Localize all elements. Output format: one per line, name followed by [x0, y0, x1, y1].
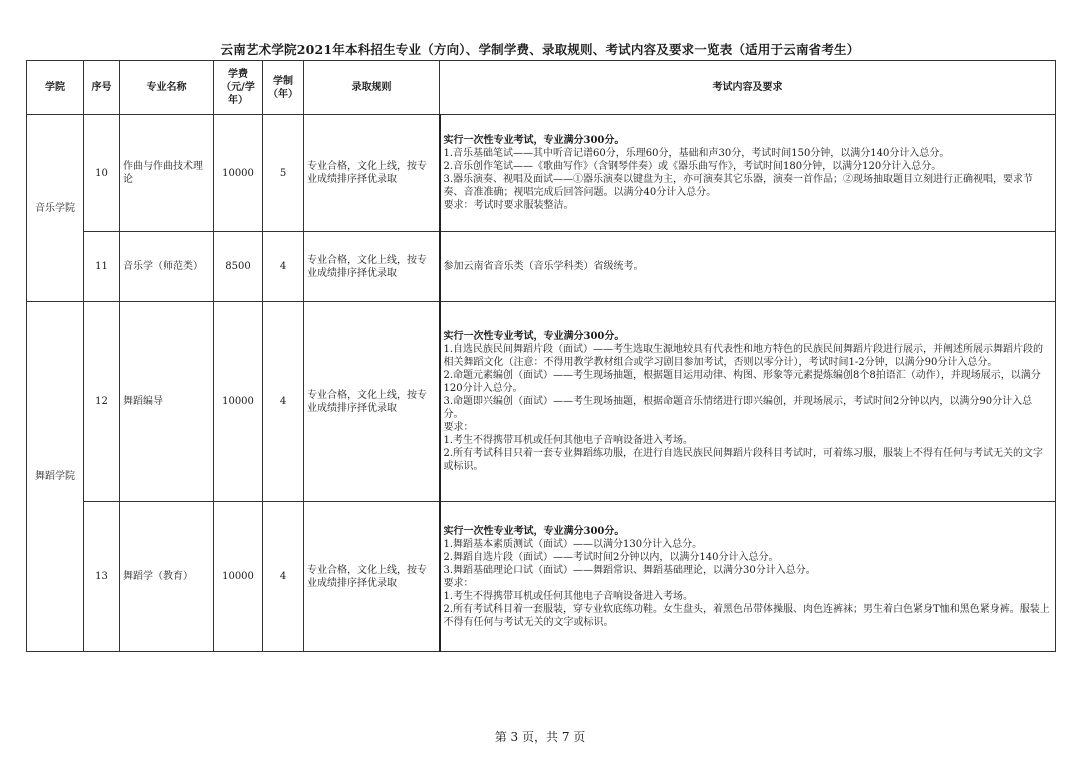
detail-line: 2.所有考试科目着一套服装，穿专业软底练功鞋。女生盘头，着黑色吊带体操服、肉色连裤袜；男生着白色紧身T恤和黑色紧身裤。服装上不得有任何与考试无关的文字或标识。	[443, 603, 1050, 628]
detail-line: 1.考生不得携带耳机或任何其他电子音响设备进入考场。	[443, 590, 694, 602]
row-rule: 专业合格，文化上线，按专业成绩排序择优录取	[304, 115, 440, 232]
row-detail	[440, 232, 1056, 302]
college-dance: 舞蹈学院	[27, 302, 84, 652]
document-title: 云南艺术学院2021年本科招生专业（方向）、学制学费、录取规则、考试内容及要求一览表（适用于云南省考生）	[220, 42, 860, 57]
detail-line: 2.所有考试科目只着一套专业舞蹈练功服，在进行自选民族民间舞蹈片段科目考试时，可着练习服，服装上不得有任何与考试无关的文字或标识。	[443, 448, 1044, 472]
header-rule: 录取规则	[304, 61, 440, 115]
row-years: 4	[263, 502, 304, 652]
detail-line: 要求：	[443, 577, 474, 589]
row-detail	[440, 502, 1056, 652]
detail-line: 实行一次性专业考试，专业满分300分。	[443, 331, 625, 342]
row-rule: 专业合格，文化上线，按专业成绩排序择优录取	[304, 302, 440, 502]
header-fee: 学费（元/学年）	[214, 61, 263, 115]
header-no: 序号	[84, 61, 120, 115]
table-row	[27, 302, 1056, 502]
row-fee: 10000	[214, 302, 263, 502]
row-detail	[440, 115, 1056, 232]
row-major: 作曲与作曲技术理论	[120, 115, 214, 232]
header-college: 学院	[27, 61, 84, 115]
detail-line: 实行一次性专业考试，专业满分300分。	[443, 135, 625, 146]
row-fee: 8500	[214, 232, 263, 302]
row-no: 11	[84, 232, 120, 302]
row-fee: 10000	[214, 115, 263, 232]
row-major: 音乐学（师范类）	[120, 232, 214, 302]
detail-line: 3.器乐演奏、视唱及面试——①器乐演奏以键盘为主，亦可演奏其它乐器，演奏一首作品；②现场抽取题目立刻进行正确视唱，要求节奏、音准准确；视唱完成后回答问题。以满分40分计入总分。	[443, 174, 1034, 198]
row-no: 13	[84, 502, 120, 652]
detail-line: 1.自选民族民间舞蹈片段（面试）——考生选取生源地较具有代表性和地方特色的民族民间舞蹈片段进行展示，并阐述所展示舞蹈片段的相关舞蹈文化（注意：不得用教学教材组合或学习剧目参加考试，否则以零分计），考试时间1-2分钟，以满分90分计入总分。	[443, 344, 1044, 368]
detail-line: 1.舞蹈基本素质测试（面试）——以满分130分计入总分。	[443, 538, 703, 550]
row-fee: 10000	[214, 502, 263, 652]
row-detail	[440, 302, 1056, 502]
detail-line: 1.考生不得携带耳机或任何其他电子音响设备进入考场。	[443, 435, 694, 446]
detail-line: 参加云南省音乐类（音乐学科类）省级统考。	[443, 261, 644, 272]
detail-line: 实行一次性专业考试，专业满分300分。	[443, 525, 625, 537]
table-header-row	[27, 61, 1056, 115]
row-no: 10	[84, 115, 120, 232]
college-music: 音乐学院	[27, 115, 84, 302]
table-row	[27, 115, 1056, 232]
table-row	[27, 502, 1056, 652]
header-major: 专业名称	[120, 61, 214, 115]
detail-line: 2.命题元素编创（面试）——考生现场抽题，根据题目运用动律、构图、形象等元素提炼编创8个8拍语汇（动作），并现场展示，以满分120分计入总分。	[443, 370, 1041, 394]
row-rule: 专业合格，文化上线，按专业成绩排序择优录取	[304, 232, 440, 302]
detail-line: 3.命题即兴编创（面试）——考生现场抽题，根据命题音乐情绪进行即兴编创，并现场展示，考试时间2分钟以内，以满分90分计入总分。	[443, 396, 1033, 420]
row-rule: 专业合格，文化上线，按专业成绩排序择优录取	[304, 502, 440, 652]
row-major: 舞蹈学（教育）	[120, 502, 214, 652]
header-years: 学制（年）	[263, 61, 304, 115]
detail-line: 要求：	[443, 422, 474, 433]
row-no: 12	[84, 302, 120, 502]
detail-line: 2.音乐创作笔试——《歌曲写作》（含钢琴伴奏）或《器乐曲写作》，考试时间180分钟，以满分120分计入总分。	[443, 161, 942, 172]
page-footer: 第 3 页，共 7 页	[494, 730, 586, 744]
detail-line: 要求：考试时要求服装整洁。	[443, 200, 574, 211]
detail-line: 2.舞蹈自选片段（面试）——考试时间2分钟以内，以满分140分计入总分。	[443, 551, 779, 563]
detail-line: 3.舞蹈基础理论口试（面试）——舞蹈常识、舞蹈基础理论，以满分30分计入总分。	[443, 564, 816, 576]
row-years: 4	[263, 302, 304, 502]
admission-table	[26, 60, 1056, 652]
row-major: 舞蹈编导	[120, 302, 214, 502]
table-row	[27, 232, 1056, 302]
row-years: 4	[263, 232, 304, 302]
row-years: 5	[263, 115, 304, 232]
header-content: 考试内容及要求	[440, 61, 1056, 115]
detail-line: 1.音乐基础笔试——其中听音记谱60分，乐理60分，基础和声30分，考试时间150分钟，以满分140分计入总分。	[443, 148, 950, 159]
